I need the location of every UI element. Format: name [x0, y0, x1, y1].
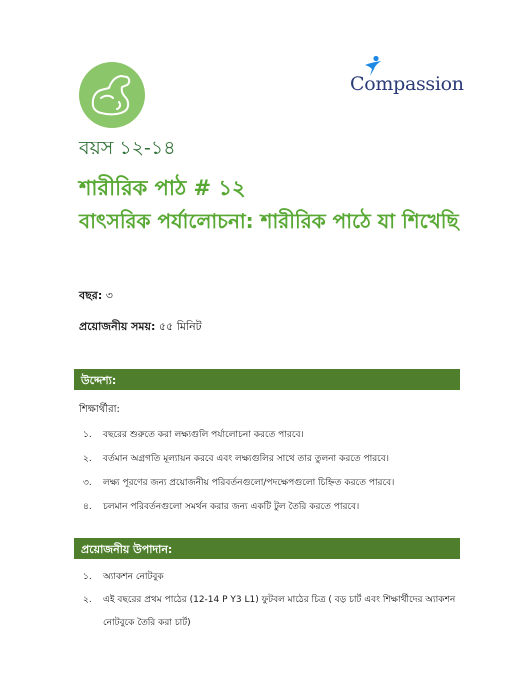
list-number: ১.: [83, 430, 92, 440]
list-number: ২.: [83, 595, 92, 605]
lesson-title: শারীরিক পাঠ # ১২: [79, 176, 246, 200]
list-number: ২.: [83, 454, 92, 464]
list-number: ৩.: [83, 478, 92, 488]
list-item: [83, 428, 463, 452]
time-value: ৫৫ মিনিট: [158, 320, 202, 333]
list-item: [83, 589, 463, 635]
logo-wordmark: Compassion: [350, 73, 464, 95]
list-text: বর্তমান অগ্রগতি মূল্যায়ন করবে এবং লক্ষ্যগুলির সাথে তার তুলনা করতে পারবে।: [103, 454, 390, 464]
materials-list: [83, 566, 463, 635]
objective-list: [83, 428, 463, 524]
lesson-subtitle: বাৎসরিক পর্যালোচনা: শারীরিক পাঠে যা শিখেছি: [79, 209, 459, 233]
list-text: এই বছরের প্রথম পাঠের (12-14 P Y3 L1) ফুটবল মাঠের চিত্র ( বড় চার্ট এবং শিক্ষার্থীদের অ্যাকশন নোটবুকে তৈরি করা চার্ট): [103, 595, 456, 628]
year-line: [79, 287, 113, 306]
age-range: বয়স ১২-১৪: [79, 137, 176, 159]
age-badge: [79, 62, 145, 128]
time-label: প্রয়োজনীয় সময়:: [79, 320, 156, 333]
list-text: লক্ষ্য পূরণের জন্য প্রয়োজনীয় পরিবর্তনগুলো/পদক্ষেপগুলো চিহ্নিত করতে পারবে।: [103, 478, 395, 488]
materials-heading: প্রয়োজনীয় উপাদান:: [74, 538, 460, 559]
list-text: চলমান পরিবর্তনগুলো সমর্থন করার জন্য একটি টুল তৈরি করতে পারবে।: [103, 502, 360, 512]
list-text: অ্যাকশন নোটবুক: [103, 572, 164, 582]
objective-lead: শিক্ষার্থীরা:: [79, 404, 120, 415]
time-line: [79, 318, 202, 337]
list-item: [83, 500, 463, 524]
list-item: [83, 566, 463, 589]
year-label: বছর:: [79, 289, 103, 302]
year-value: ৩: [105, 289, 113, 302]
flexed-arm-icon: [79, 62, 145, 128]
list-item: [83, 476, 463, 500]
list-number: ৪.: [83, 502, 92, 512]
compassion-logo: [350, 55, 464, 100]
list-number: ১.: [83, 572, 92, 582]
list-item: [83, 452, 463, 476]
list-text: বছরের শুরুতে করা লক্ষ্যগুলি পর্যালোচনা করতে পারবে।: [103, 430, 304, 440]
objective-heading: উদ্দেশ্য:: [74, 369, 460, 390]
